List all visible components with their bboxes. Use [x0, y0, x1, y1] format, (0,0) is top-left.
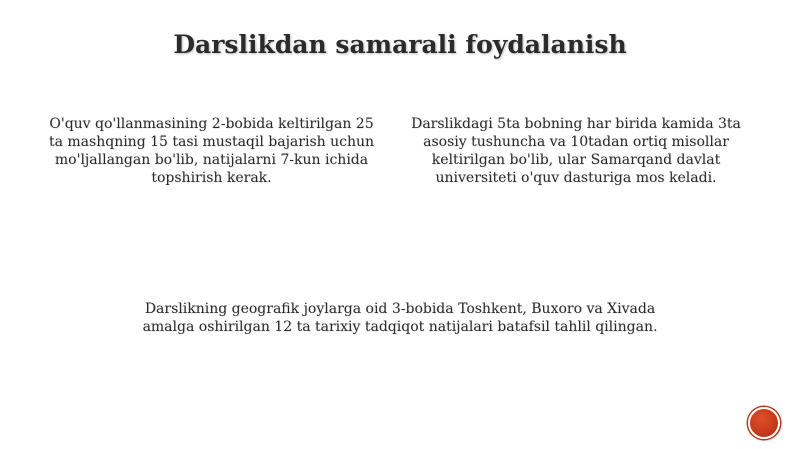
paragraph-chapters: Darslikdagi 5ta bobning har birida kamida 3ta asosiy tushuncha va 10tadan ortiq misollar keltirilgan bo'lib, ular Samarqand davlat universiteti o'quv dasturiga mos keladi.	[411, 116, 741, 186]
slide-nav-button[interactable]	[748, 407, 780, 439]
paragraph-geography: Darslikning geografik joylarga oid 3-bobida Toshkent, Buxoro va Xivada amalga oshirilgan 12 ta tarixiy tadqiqot natijalari batafsil tahlil qilingan.	[142, 301, 658, 335]
slide-title: Darslikdan samarali foydalanish	[173, 30, 627, 59]
paragraph-exercises: O'quv qo'llanmasining 2-bobida keltirilgan 25 ta mashqning 15 tasi mustaqil bajarish uchun mo'ljallangan bo'lib, natijalarni 7-kun ichida topshirish kerak.	[48, 116, 375, 186]
